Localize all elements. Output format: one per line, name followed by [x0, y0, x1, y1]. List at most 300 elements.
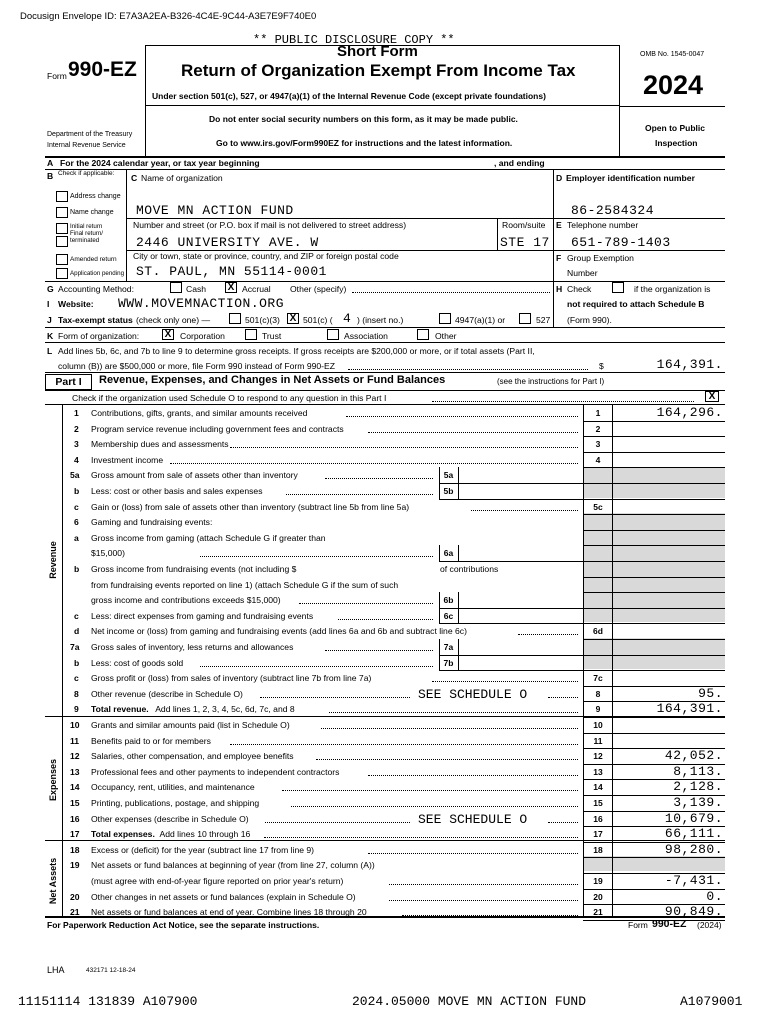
row-rule	[583, 561, 725, 562]
section-k-label: K	[47, 331, 54, 341]
rule	[497, 218, 498, 250]
line-ref: 15	[593, 798, 603, 808]
leader-dots	[325, 478, 433, 479]
leader-dots	[265, 822, 410, 823]
envelope-id: Docusign Envelope ID: E7A3A2EA-B326-4C4E-9C44-A3E7E9F740E0	[20, 11, 317, 22]
row-rule	[439, 608, 583, 609]
rule	[583, 404, 584, 916]
leader-dots	[299, 603, 433, 604]
line-ref: 7c	[593, 673, 603, 684]
website-label: Website:	[58, 299, 94, 309]
section-h-label: H	[556, 284, 563, 294]
corporation-checkbox[interactable]: X	[162, 329, 174, 340]
line-text: Less: direct expenses from gaming and fundraising events	[91, 610, 314, 621]
row-rule	[439, 483, 440, 499]
trust-checkbox[interactable]	[245, 329, 257, 340]
leader-dots	[548, 822, 578, 823]
row-rule	[583, 655, 725, 656]
gross-receipts-value: 164,391.	[656, 357, 723, 372]
leader-dots	[368, 853, 578, 854]
under-section-text: Under section 501(c), 527, or 4947(a)(1) of the Internal Revenue Code (except private foundations)	[152, 91, 546, 101]
side-label-net-assets: Net Assets	[48, 857, 58, 905]
line-ref: 11	[593, 735, 603, 746]
amended-return-label: Amended return	[70, 256, 117, 263]
line-text: Less: cost of goods sold	[91, 657, 184, 668]
line-ref: 19	[593, 876, 603, 886]
leader-dots	[230, 447, 578, 448]
row-rule	[439, 483, 583, 484]
line-text: Gross amount from sale of assets other than inventory	[91, 470, 298, 481]
section-j-label: J	[47, 315, 52, 325]
rule	[45, 342, 725, 343]
line-text: Benefits paid to or for members	[91, 735, 211, 746]
trust-label: Trust	[262, 331, 282, 341]
leader-dots	[282, 790, 578, 791]
leader-dots	[170, 463, 578, 464]
leader-dots	[389, 884, 578, 885]
line-number: 3	[74, 439, 79, 450]
line-ref: 5c	[593, 501, 603, 512]
accounting-method-label: Accounting Method:	[58, 284, 134, 294]
line-number: 9	[74, 704, 79, 715]
leader-dots	[368, 432, 578, 433]
501c3-label: 501(c)(3)	[245, 315, 280, 325]
section-h-text: Check	[567, 284, 592, 294]
leader-dots	[230, 744, 578, 745]
rule	[45, 372, 725, 373]
line-ref: 3	[595, 439, 601, 450]
rule	[352, 292, 550, 293]
short-form-title: Short Form	[337, 43, 418, 60]
row-rule	[458, 483, 459, 499]
line-text: Net assets or fund balances at beginning of year (from line 27, column (A))	[91, 860, 375, 871]
line-text: Contributions, gifts, grants, and similar amounts received	[91, 408, 308, 418]
public-disclosure-label: ** PUBLIC DISCLOSURE COPY **	[253, 33, 455, 47]
row-rule	[583, 857, 725, 858]
rule	[145, 45, 146, 156]
row-rule	[583, 670, 725, 671]
rule	[45, 916, 725, 918]
501c-checkbox[interactable]: X	[287, 313, 299, 324]
row-rule	[458, 608, 459, 624]
row-rule	[439, 670, 583, 671]
cash-label: Cash	[186, 284, 207, 294]
527-checkbox[interactable]	[519, 313, 531, 324]
row-rule	[583, 623, 725, 624]
line-text: Gross income from gaming (attach Schedule G if greater than	[91, 532, 326, 543]
line-text: gross income and contributions exceeds $15,000)	[91, 595, 281, 606]
line-ref: 4	[595, 454, 601, 465]
other-method-label: Other (specify)	[290, 284, 347, 294]
irs-label: Internal Revenue Service	[47, 142, 126, 149]
section-f-label: F	[556, 253, 562, 263]
row-rule	[583, 436, 725, 437]
ein-label: Employer identification number	[566, 173, 695, 183]
address-change-label: Address change	[70, 193, 121, 200]
leader-dots	[432, 681, 578, 682]
row-rule	[458, 545, 459, 561]
row-rule	[583, 467, 725, 468]
leader-dots	[286, 494, 433, 495]
shaded-block	[612, 638, 725, 669]
line-number: 6	[74, 517, 79, 528]
line-amount: 42,052.	[664, 748, 723, 764]
line-ref: 21	[593, 907, 603, 918]
footer-form-word: Form	[628, 920, 648, 930]
501c-label: 501(c) (	[303, 315, 333, 325]
row-rule	[458, 655, 459, 671]
line-ref: 10	[593, 720, 603, 730]
line-ref: 16	[593, 813, 603, 824]
street-value: 2446 UNIVERSITY AVE. W	[136, 235, 319, 250]
row-rule	[439, 545, 440, 561]
line-text: Gross sales of inventory, less returns and allowances	[91, 642, 294, 652]
rule	[619, 45, 620, 156]
line-text: Less: cost or other basis and sales expenses	[91, 486, 263, 496]
row-rule	[439, 655, 583, 656]
line-text-2: Add lines 10 through 16	[159, 829, 251, 840]
line-a-text: For the 2024 calendar year, or tax year beginning	[60, 158, 260, 168]
line-number: 19	[70, 860, 80, 871]
inner-ref-box: 6a	[443, 548, 454, 559]
line-amount: 164,391.	[656, 701, 723, 717]
side-label-revenue: Revenue	[48, 541, 58, 579]
line-amount: 90,849.	[664, 904, 723, 920]
room-suite-value: STE 17	[500, 235, 550, 250]
side-label-expenses: Expenses	[48, 758, 58, 802]
section-g-label: G	[47, 284, 54, 294]
line-number: 17	[70, 829, 80, 840]
row-rule	[439, 467, 440, 483]
rule	[619, 106, 725, 107]
row-rule	[439, 655, 440, 671]
row-rule	[439, 639, 440, 655]
see-schedule-o: SEE SCHEDULE O	[418, 811, 528, 827]
part-1-title: Revenue, Expenses, and Changes in Net Assets or Fund Balances	[99, 374, 446, 386]
accrual-checkbox[interactable]: X	[225, 282, 237, 293]
line-number: 11	[70, 735, 80, 746]
line-number: a	[74, 532, 79, 543]
leader-dots	[346, 416, 578, 417]
rule	[553, 169, 554, 327]
inner-ref-box: 6b	[443, 595, 454, 606]
schedule-b-checkbox[interactable]	[612, 282, 624, 293]
line-number: 20	[70, 891, 80, 902]
line-amount: 164,296.	[656, 405, 723, 420]
527-label: 527	[536, 315, 551, 325]
leader-dots	[291, 806, 579, 807]
line-text: from fundraising events reported on line 1) (attach Schedule G if the sum of such	[91, 579, 399, 590]
line-number: 10	[70, 720, 80, 730]
rule	[553, 218, 725, 219]
form-number: 990-EZ	[68, 58, 137, 81]
section-e-label: E	[556, 220, 562, 230]
org-name-value: MOVE MN ACTION FUND	[136, 203, 294, 218]
leader-dots	[321, 728, 578, 729]
room-suite-label: Room/suite	[502, 220, 546, 230]
line-ref: 20	[593, 891, 603, 902]
line-ref: 12	[593, 751, 603, 762]
leader-dots	[548, 697, 578, 698]
line-extra: of contributions	[440, 564, 499, 574]
leader-dots	[316, 759, 578, 760]
line-text: Gross income from fundraising events (not including $	[91, 564, 297, 574]
rule	[126, 218, 553, 219]
row-rule	[583, 639, 725, 640]
name-change-label: Name change	[70, 209, 114, 216]
website-value: WWW.MOVEMNACTION.ORG	[118, 296, 285, 311]
line-ref: 1	[595, 408, 601, 418]
rule	[45, 404, 725, 405]
association-checkbox[interactable]	[327, 329, 339, 340]
line-text: Gaming and fundraising events:	[91, 517, 213, 528]
section-l-text-2: column (B)) are $500,000 or more, file Form 990 instead of Form 990-EZ	[58, 361, 336, 371]
row-rule	[583, 592, 725, 593]
final-return-checkbox[interactable]	[56, 236, 68, 247]
line-ref: 8	[595, 688, 601, 699]
initial-return-checkbox[interactable]	[56, 223, 68, 234]
row-rule	[458, 467, 459, 483]
line-number: c	[74, 501, 79, 512]
line-number: 21	[70, 907, 80, 918]
line-amount: 8,113.	[673, 763, 723, 779]
section-h-text-4: (Form 990).	[567, 315, 612, 325]
section-c-label: C	[131, 173, 138, 183]
leader-dots	[325, 650, 433, 651]
row-rule	[439, 561, 583, 562]
line-amount: 0.	[706, 888, 723, 904]
line-text-2: Add lines 1, 2, 3, 4, 5c, 6d, 7c, and 8	[155, 704, 295, 715]
leader-dots	[338, 619, 433, 620]
lha-label: LHA	[47, 965, 65, 975]
ssn-notice: Do not enter social security numbers on this form, as it may be made public.	[209, 114, 518, 124]
open-public-2: Inspection	[655, 138, 698, 148]
line-number: 7a	[70, 642, 80, 652]
line-text: Total revenue.	[91, 704, 149, 715]
footer-form-number: 990-EZ	[652, 918, 687, 930]
phone-label: Telephone number	[567, 220, 639, 230]
rule	[45, 327, 725, 328]
line-text: Other expenses (describe in Schedule O)	[91, 813, 249, 824]
line-text: Membership dues and assessments	[91, 439, 229, 450]
line-text: Investment income	[91, 454, 164, 465]
line-text: (must agree with end-of-year figure reported on prior year's return)	[91, 876, 344, 886]
line-text: Total expenses.	[91, 829, 155, 840]
city-value: ST. PAUL, MN 55114-0001	[136, 264, 327, 279]
leader-dots	[264, 837, 578, 838]
accrual-label: Accrual	[242, 284, 271, 294]
leader-dots	[200, 556, 433, 557]
rule	[432, 401, 694, 402]
line-number: b	[74, 486, 80, 496]
line-number: c	[74, 673, 79, 684]
line-text: Other revenue (describe in Schedule O)	[91, 688, 243, 699]
inner-ref-box: 6c	[443, 610, 454, 621]
row-rule	[583, 577, 725, 578]
leader-dots	[518, 634, 578, 635]
section-l-dollar: $	[599, 361, 604, 371]
leader-dots	[329, 712, 578, 713]
line-text: Gross profit or (loss) from sales of inventory (subtract line 7b from line 7a)	[91, 673, 372, 684]
schedule-o-checkbox[interactable]: X	[705, 391, 719, 402]
part-1-subtitle: (see the instructions for Part I)	[497, 377, 605, 386]
rule	[553, 250, 725, 251]
line-text: Occupancy, rent, utilities, and maintenance	[91, 782, 255, 793]
part-1-tag: Part I	[45, 374, 92, 390]
group-exemption-label: Group Exemption	[567, 253, 634, 263]
form-code: 432171 12-18-24	[86, 967, 136, 974]
row-rule	[583, 421, 725, 422]
line-text: Printing, publications, postage, and shipping	[91, 798, 260, 808]
line-text: Net assets or fund balances at end of year. Combine lines 18 through 20	[91, 907, 367, 918]
section-d-label: D	[556, 173, 563, 183]
line-text: Excess or (deficit) for the year (subtract line 17 from line 9)	[91, 844, 315, 855]
row-rule	[583, 889, 725, 890]
line-text: Professional fees and other payments to independent contractors	[91, 766, 340, 777]
rule	[145, 45, 619, 46]
form-word: Form	[47, 71, 67, 81]
amended-return-checkbox[interactable]	[56, 254, 68, 265]
rule	[126, 169, 127, 281]
city-label: City or town, state or province, country, and ZIP or foreign postal code	[133, 251, 399, 261]
line-number: 8	[74, 688, 79, 699]
rule	[348, 369, 588, 370]
other-org-checkbox[interactable]	[417, 329, 429, 340]
line-text: Gain or (loss) from sale of assets other than inventory (subtract line 5b from line 5a)	[91, 501, 410, 512]
line-number: 5a	[70, 470, 80, 481]
leader-dots	[260, 697, 410, 698]
cash-checkbox[interactable]	[170, 282, 182, 293]
paperwork-notice: For Paperwork Reduction Act Notice, see the separate instructions.	[47, 920, 320, 930]
leader-dots	[471, 510, 578, 511]
line-number: c	[74, 610, 79, 621]
check-if-applicable: Check if applicable:	[58, 170, 115, 177]
leader-dots	[368, 775, 578, 776]
row-rule	[583, 733, 725, 734]
line-a-label: A	[47, 158, 54, 168]
group-exemption-label-2: Number	[567, 268, 598, 278]
section-h-text-2: if the organization is	[634, 284, 711, 294]
row-rule	[439, 499, 583, 500]
line-text: Other changes in net assets or fund balances (explain in Schedule O)	[91, 891, 356, 902]
rule	[45, 169, 725, 170]
corporation-label: Corporation	[180, 331, 225, 341]
row-rule	[439, 623, 583, 624]
line-ref: 17	[593, 829, 603, 840]
section-b-label: B	[47, 171, 54, 181]
insert-no-label: ) (insert no.)	[357, 315, 404, 325]
row-rule	[583, 499, 725, 500]
line-ref: 18	[593, 844, 603, 855]
irs-link-text: Go to www.irs.gov/Form990EZ for instructions and the latest information.	[216, 138, 513, 148]
line-text: Program service revenue including government fees and contracts	[91, 423, 344, 434]
section-l-label: L	[47, 346, 53, 356]
inner-ref-box: 7a	[443, 642, 454, 652]
line-amount: 98,280.	[664, 841, 723, 857]
line-number: b	[74, 564, 80, 574]
line-number: 13	[70, 766, 80, 777]
omb-number: OMB No. 1545-0047	[640, 51, 705, 58]
phone-value: 651-789-1403	[571, 235, 671, 250]
line-ref: 9	[595, 704, 601, 715]
line-number: 12	[70, 751, 80, 762]
bottom-mid-code: 2024.05000 MOVE MN ACTION FUND	[352, 994, 587, 1009]
application-pending-label: Application pending	[70, 270, 125, 277]
line-text: Grants and similar amounts paid (list in Schedule O)	[91, 720, 290, 730]
line-number: 14	[70, 782, 80, 793]
rule	[45, 390, 725, 391]
inner-ref-box: 5a	[443, 470, 454, 481]
line-number: 15	[70, 798, 80, 808]
row-rule	[583, 514, 725, 515]
line-amount: 2,128.	[673, 779, 723, 795]
section-i-label: I	[47, 299, 50, 309]
see-schedule-o: SEE SCHEDULE O	[418, 686, 528, 702]
line-amount: 66,111.	[664, 826, 723, 842]
bottom-right-code: A1079001	[680, 994, 743, 1009]
row-rule	[583, 452, 725, 453]
501c-number: 4	[343, 311, 351, 326]
line-number: 18	[70, 844, 80, 855]
dept-treasury: Department of the Treasury	[47, 131, 133, 138]
row-rule	[583, 608, 725, 609]
line-ref: 13	[593, 766, 603, 777]
row-rule	[458, 639, 459, 655]
tax-exempt-note: (check only one) —	[136, 315, 211, 325]
line-ref: 2	[595, 423, 601, 434]
row-rule	[439, 592, 440, 608]
shaded-block	[583, 638, 612, 669]
4947-checkbox[interactable]	[439, 313, 451, 324]
line-amount: 3,139.	[673, 795, 723, 810]
line-amount: 10,679.	[664, 810, 723, 826]
form-title: Return of Organization Exempt From Income Tax	[181, 61, 576, 80]
rule	[612, 404, 613, 916]
row-rule	[583, 545, 725, 546]
leader-dots	[200, 666, 433, 667]
row-rule	[583, 483, 725, 484]
open-public-1: Open to Public	[645, 123, 705, 133]
schedule-o-check-text: Check if the organization used Schedule O to respond to any question in this Part I	[72, 393, 387, 403]
address-change-checkbox[interactable]	[56, 191, 68, 202]
501c3-checkbox[interactable]	[229, 313, 241, 324]
line-text: $15,000)	[91, 548, 125, 559]
line-a-ending: , and ending	[494, 158, 545, 168]
name-change-checkbox[interactable]	[56, 207, 68, 218]
bottom-left-code: 11151114 131839 A107900	[18, 994, 198, 1009]
initial-return-label: Initial return	[70, 223, 103, 230]
line-amount: 95.	[698, 685, 723, 701]
org-name-label: Name of organization	[141, 173, 223, 183]
other-org-label: Other	[435, 331, 457, 341]
footer-form-year: (2024)	[697, 920, 722, 930]
application-pending-checkbox[interactable]	[56, 268, 68, 279]
rule	[145, 105, 619, 106]
section-l-text-1: Add lines 5b, 6c, and 7b to line 9 to determine gross receipts. If gross receipts are $200,000 or more, or if total assets (Part II,	[58, 346, 535, 356]
form-of-org-label: Form of organization:	[58, 331, 140, 341]
4947-label: 4947(a)(1) or	[455, 315, 506, 325]
row-rule	[439, 608, 440, 624]
line-ref: 14	[593, 782, 603, 793]
line-number: 4	[74, 454, 79, 465]
line-text: Net income or (loss) from gaming and fundraising events (add lines 6a and 6b and subtract line 6c)	[91, 626, 467, 637]
line-number: 2	[74, 423, 79, 434]
line-number: d	[74, 626, 80, 637]
row-rule	[583, 717, 725, 718]
line-text: Salaries, other compensation, and employee benefits	[91, 751, 294, 762]
tax-year: 2024	[643, 70, 704, 100]
tax-exempt-label: Tax-exempt status	[58, 315, 133, 325]
